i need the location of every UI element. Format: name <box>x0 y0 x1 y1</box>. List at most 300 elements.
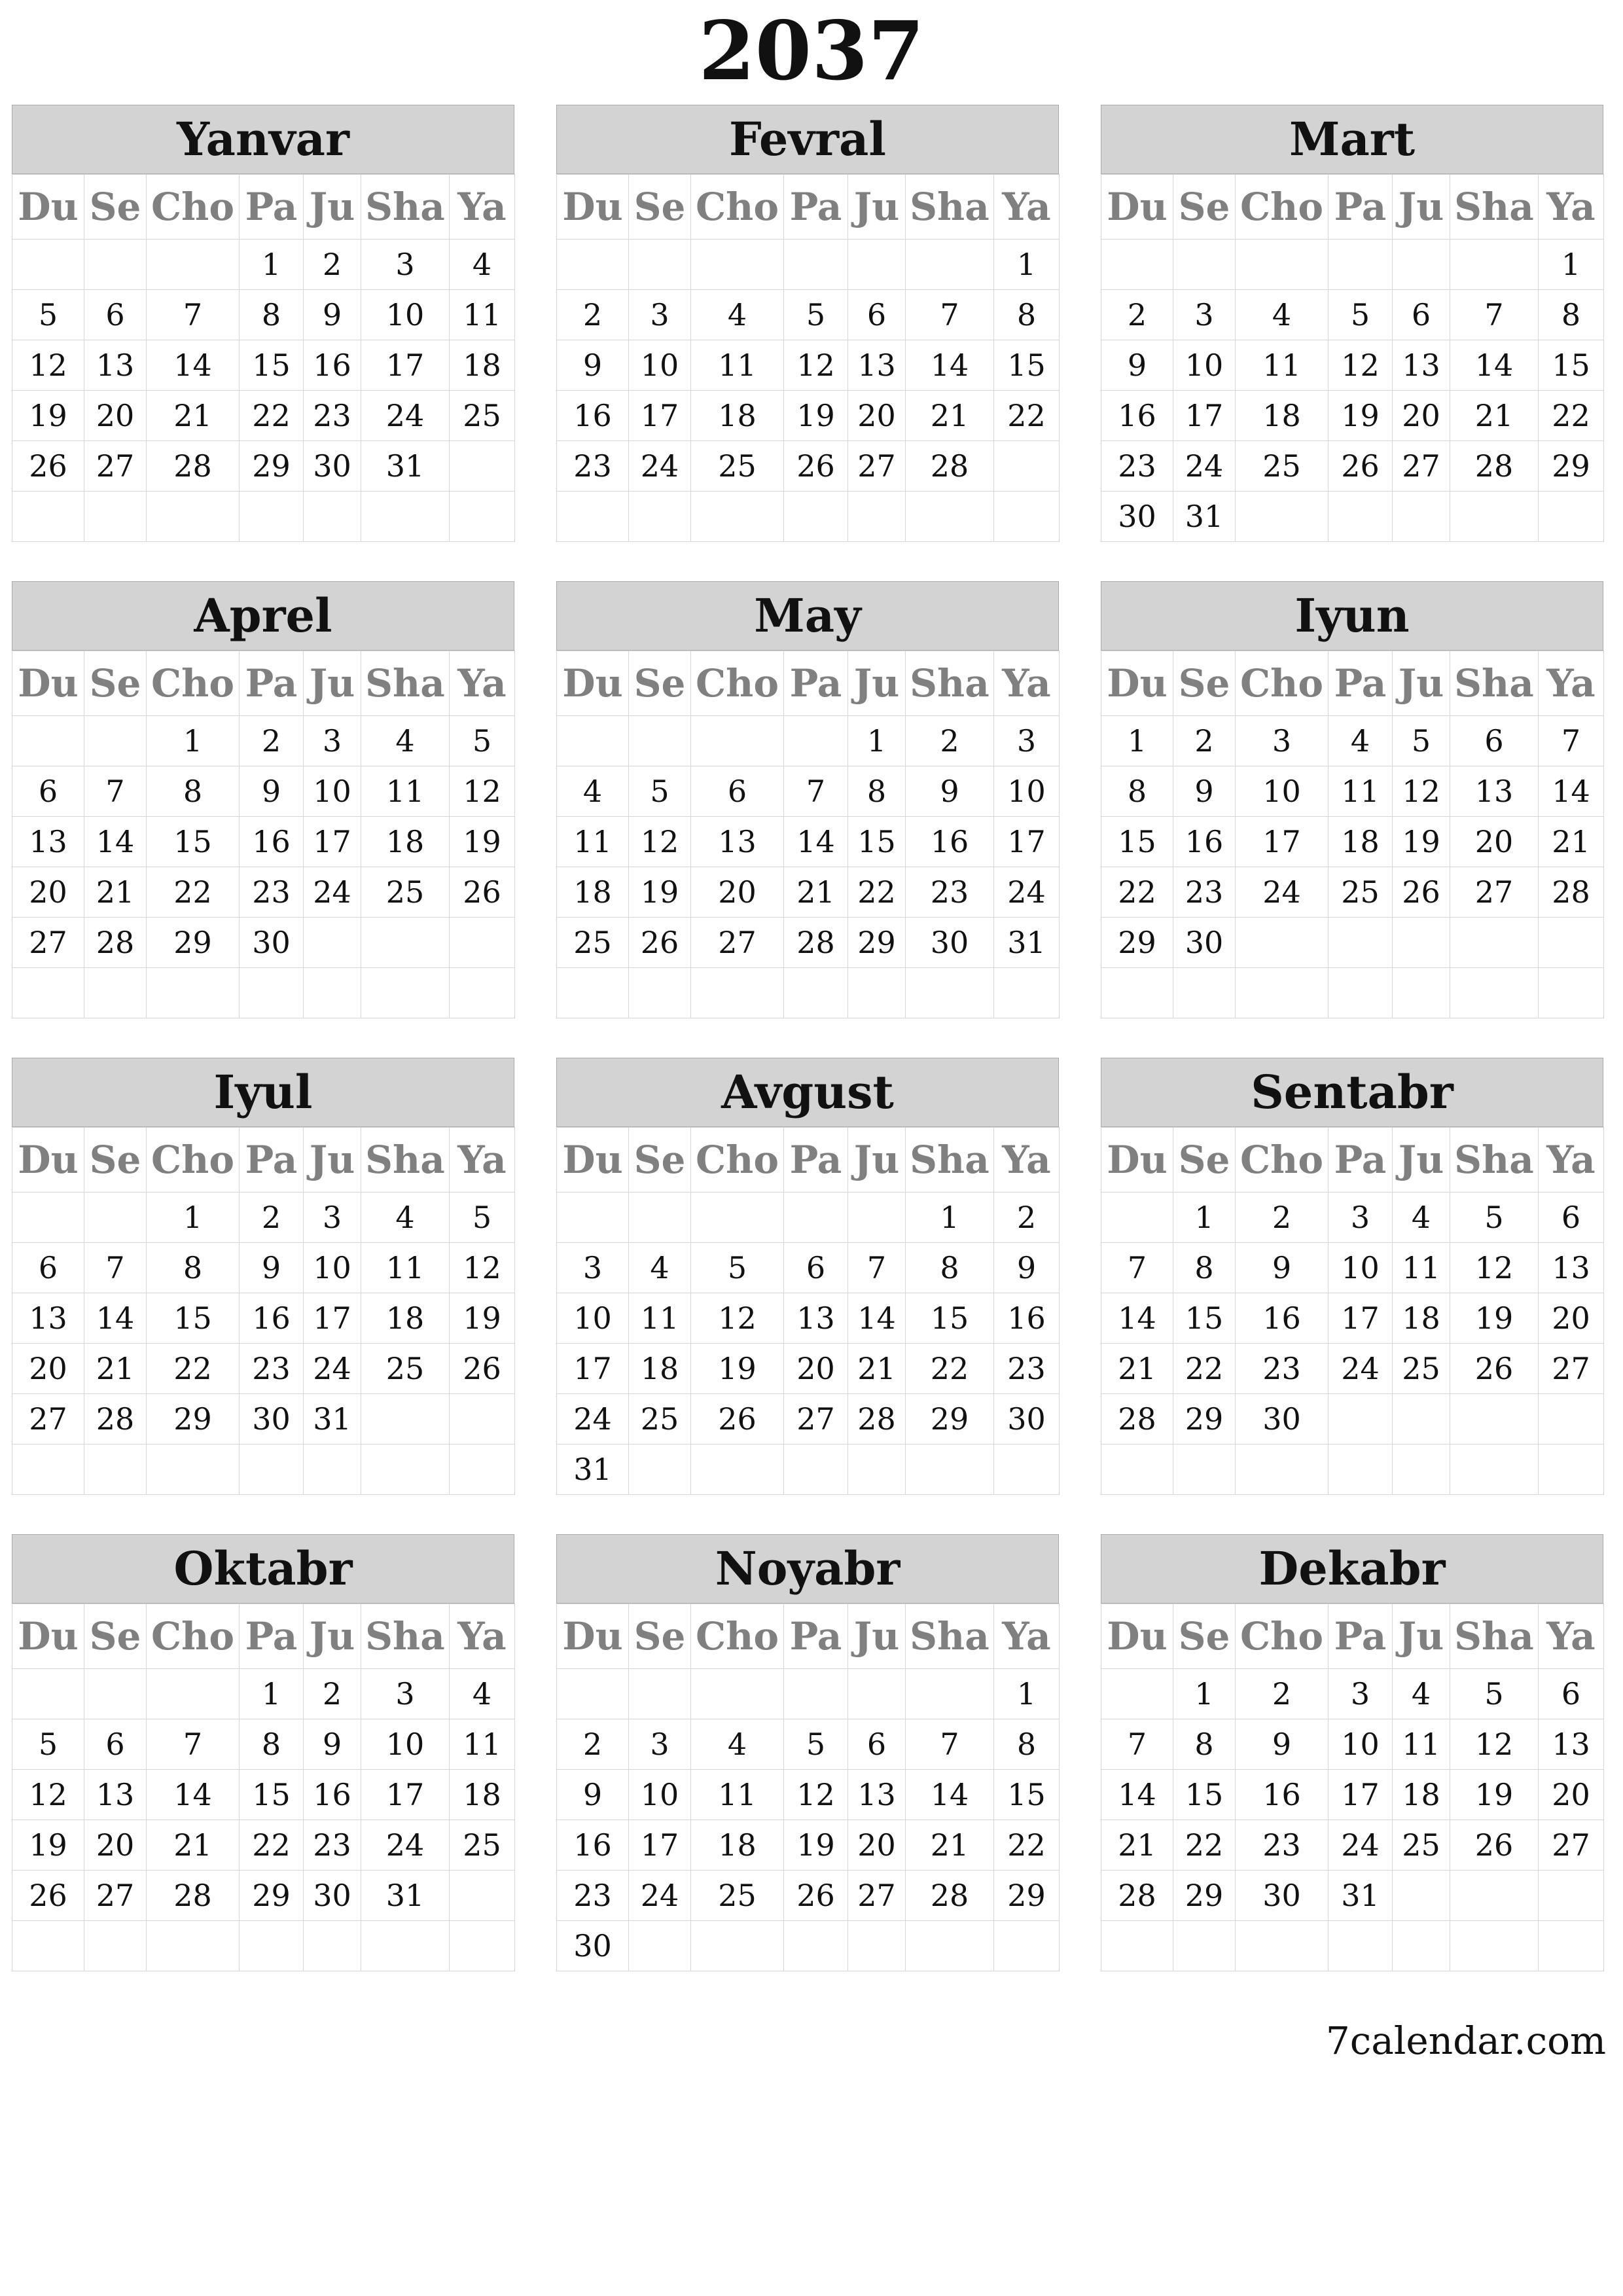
day-cell: 26 <box>1450 1344 1539 1394</box>
week-row <box>12 968 515 1018</box>
day-cell: 20 <box>848 391 906 441</box>
day-cell: 5 <box>1329 290 1393 340</box>
day-cell <box>1329 1394 1393 1444</box>
weekday-label: Du <box>12 1604 84 1669</box>
weekday-label: Cho <box>1236 175 1329 240</box>
day-cell: 20 <box>12 867 84 918</box>
day-cell <box>784 492 848 542</box>
day-cell: 28 <box>1101 1871 1173 1921</box>
day-cell: 29 <box>147 1394 240 1444</box>
day-cell: 8 <box>994 1719 1060 1770</box>
day-cell: 14 <box>1539 766 1604 817</box>
day-cell: 20 <box>12 1344 84 1394</box>
day-cell: 4 <box>1393 1669 1450 1719</box>
day-cell: 6 <box>848 290 906 340</box>
day-cell: 26 <box>784 441 848 492</box>
day-cell: 16 <box>994 1293 1060 1344</box>
week-row <box>12 1394 515 1444</box>
day-cell: 17 <box>1173 391 1236 441</box>
day-cell: 12 <box>1329 340 1393 391</box>
day-cell: 25 <box>691 1871 784 1921</box>
weekday-header-row <box>12 1128 515 1193</box>
day-cell: 24 <box>1329 1344 1393 1394</box>
day-cell <box>1329 968 1393 1018</box>
day-cell: 3 <box>1173 290 1236 340</box>
day-cell: 31 <box>361 1871 450 1921</box>
weekday-label: Ya <box>1539 651 1604 716</box>
day-cell: 11 <box>629 1293 691 1344</box>
day-cell: 6 <box>1539 1193 1604 1243</box>
week-row <box>1101 1921 1604 1971</box>
weekday-label: Du <box>557 175 629 240</box>
week-row <box>12 1193 515 1243</box>
day-cell: 22 <box>147 867 240 918</box>
month-name: Iyun <box>1101 581 1603 651</box>
day-cell: 25 <box>557 918 629 968</box>
weekday-label: Du <box>557 1128 629 1193</box>
day-cell <box>304 1921 361 1971</box>
day-cell <box>361 1394 450 1444</box>
day-cell: 19 <box>1450 1293 1539 1344</box>
day-cell <box>691 716 784 766</box>
day-cell: 14 <box>147 1770 240 1820</box>
day-cell: 25 <box>1393 1344 1450 1394</box>
day-cell: 2 <box>240 716 304 766</box>
day-cell: 9 <box>1173 766 1236 817</box>
weekday-label: Sha <box>906 1128 994 1193</box>
week-row <box>1101 1770 1604 1820</box>
weekday-label: Cho <box>691 175 784 240</box>
day-cell: 19 <box>1329 391 1393 441</box>
day-cell: 6 <box>84 290 147 340</box>
day-cell: 10 <box>1173 340 1236 391</box>
weekday-label: Pa <box>784 175 848 240</box>
day-cell: 19 <box>450 817 515 867</box>
week-row <box>557 1444 1060 1495</box>
day-cell <box>84 1669 147 1719</box>
day-cell: 10 <box>304 766 361 817</box>
day-cell: 5 <box>1450 1669 1539 1719</box>
day-cell: 30 <box>1236 1871 1329 1921</box>
weekday-label: Pa <box>784 651 848 716</box>
day-cell: 7 <box>848 1243 906 1293</box>
day-cell: 10 <box>1329 1243 1393 1293</box>
day-cell <box>450 968 515 1018</box>
day-cell <box>1393 1871 1450 1921</box>
day-cell: 10 <box>629 1770 691 1820</box>
day-cell: 16 <box>906 817 994 867</box>
day-cell: 17 <box>361 340 450 391</box>
day-cell: 20 <box>784 1344 848 1394</box>
weekday-label: Ju <box>304 175 361 240</box>
month-aprel <box>12 581 514 1020</box>
day-cell: 7 <box>147 1719 240 1770</box>
day-cell: 25 <box>1236 441 1329 492</box>
day-cell <box>12 716 84 766</box>
day-cell <box>557 240 629 290</box>
month-name: Aprel <box>12 581 514 651</box>
week-row <box>1101 290 1604 340</box>
week-row <box>557 391 1060 441</box>
day-cell <box>994 968 1060 1018</box>
day-cell: 18 <box>1393 1293 1450 1344</box>
day-cell: 15 <box>147 817 240 867</box>
day-cell <box>1450 918 1539 968</box>
week-row <box>557 716 1060 766</box>
day-cell: 23 <box>240 867 304 918</box>
day-cell: 24 <box>557 1394 629 1444</box>
week-row <box>12 441 515 492</box>
month-name: Fevral <box>556 105 1059 174</box>
day-cell <box>1450 1444 1539 1495</box>
day-cell: 2 <box>304 1669 361 1719</box>
week-row <box>1101 1243 1604 1293</box>
day-cell: 17 <box>629 391 691 441</box>
day-cell: 22 <box>1173 1344 1236 1394</box>
day-cell: 16 <box>1101 391 1173 441</box>
day-cell <box>1450 240 1539 290</box>
day-cell: 18 <box>450 340 515 391</box>
weekday-label: Cho <box>691 1128 784 1193</box>
day-cell <box>629 968 691 1018</box>
weekday-label: Sha <box>1450 1604 1539 1669</box>
day-cell: 27 <box>12 918 84 968</box>
day-cell: 17 <box>304 817 361 867</box>
day-cell: 16 <box>304 1770 361 1820</box>
weekday-label: Ya <box>994 1128 1060 1193</box>
weekday-label: Sha <box>361 175 450 240</box>
day-cell: 27 <box>691 918 784 968</box>
month-days-table <box>1101 651 1604 1018</box>
day-cell <box>1329 918 1393 968</box>
month-iyun <box>1101 581 1603 1020</box>
week-row <box>1101 766 1604 817</box>
week-row <box>12 1871 515 1921</box>
day-cell <box>994 492 1060 542</box>
month-days-table <box>12 651 515 1018</box>
day-cell: 18 <box>691 1820 784 1871</box>
day-cell: 24 <box>304 1344 361 1394</box>
weekday-label: Ju <box>848 175 906 240</box>
day-cell <box>1393 1444 1450 1495</box>
day-cell: 7 <box>84 766 147 817</box>
day-cell <box>450 492 515 542</box>
month-name: Mart <box>1101 105 1603 174</box>
day-cell: 9 <box>906 766 994 817</box>
day-cell: 6 <box>1393 290 1450 340</box>
weekday-label: Ju <box>848 651 906 716</box>
week-row <box>12 1820 515 1871</box>
day-cell <box>994 1921 1060 1971</box>
week-row <box>12 817 515 867</box>
day-cell: 24 <box>1329 1820 1393 1871</box>
day-cell: 21 <box>84 867 147 918</box>
weekday-label: Du <box>12 175 84 240</box>
day-cell <box>784 1444 848 1495</box>
day-cell: 22 <box>147 1344 240 1394</box>
day-cell: 19 <box>12 391 84 441</box>
day-cell <box>240 492 304 542</box>
day-cell <box>1236 918 1329 968</box>
day-cell: 25 <box>629 1394 691 1444</box>
day-cell: 20 <box>1393 391 1450 441</box>
day-cell: 15 <box>848 817 906 867</box>
day-cell <box>848 240 906 290</box>
day-cell: 13 <box>1450 766 1539 817</box>
day-cell: 13 <box>12 1293 84 1344</box>
month-may <box>556 581 1059 1020</box>
day-cell: 27 <box>848 1871 906 1921</box>
day-cell: 29 <box>240 441 304 492</box>
month-days-table <box>1101 1127 1604 1495</box>
day-cell <box>1539 968 1604 1018</box>
day-cell <box>1539 1871 1604 1921</box>
week-row <box>1101 817 1604 867</box>
day-cell: 17 <box>994 817 1060 867</box>
day-cell <box>147 968 240 1018</box>
day-cell <box>848 1193 906 1243</box>
day-cell <box>848 1921 906 1971</box>
day-cell <box>361 968 450 1018</box>
weekday-label: Ju <box>1393 651 1450 716</box>
week-row <box>12 1921 515 1971</box>
weekday-label: Ya <box>994 1604 1060 1669</box>
day-cell: 27 <box>848 441 906 492</box>
day-cell: 4 <box>1329 716 1393 766</box>
day-cell: 8 <box>1173 1243 1236 1293</box>
day-cell: 1 <box>240 240 304 290</box>
day-cell: 7 <box>147 290 240 340</box>
day-cell: 11 <box>1393 1243 1450 1293</box>
day-cell: 4 <box>450 1669 515 1719</box>
day-cell: 16 <box>1236 1770 1329 1820</box>
day-cell: 3 <box>304 1193 361 1243</box>
day-cell <box>1173 1921 1236 1971</box>
day-cell: 14 <box>84 1293 147 1344</box>
day-cell: 16 <box>240 1293 304 1344</box>
day-cell: 23 <box>1236 1344 1329 1394</box>
day-cell: 11 <box>450 1719 515 1770</box>
day-cell: 22 <box>240 391 304 441</box>
weekday-label: Cho <box>691 651 784 716</box>
day-cell: 20 <box>84 1820 147 1871</box>
day-cell: 27 <box>1539 1344 1604 1394</box>
day-cell: 19 <box>1393 817 1450 867</box>
day-cell <box>1329 1921 1393 1971</box>
week-row <box>557 1394 1060 1444</box>
week-row <box>557 918 1060 968</box>
weekday-label: Sha <box>361 651 450 716</box>
day-cell: 19 <box>784 1820 848 1871</box>
day-cell: 28 <box>84 918 147 968</box>
day-cell: 29 <box>1173 1871 1236 1921</box>
day-cell: 26 <box>1450 1820 1539 1871</box>
day-cell <box>1236 1444 1329 1495</box>
day-cell: 25 <box>361 867 450 918</box>
day-cell: 12 <box>12 1770 84 1820</box>
month-avgust <box>556 1058 1059 1497</box>
day-cell: 30 <box>240 918 304 968</box>
month-dekabr <box>1101 1534 1603 1973</box>
day-cell: 3 <box>1329 1669 1393 1719</box>
day-cell: 21 <box>784 867 848 918</box>
month-days-table <box>12 1127 515 1495</box>
weekday-label: Cho <box>1236 651 1329 716</box>
day-cell <box>147 1669 240 1719</box>
day-cell: 14 <box>906 1770 994 1820</box>
week-row <box>557 1770 1060 1820</box>
day-cell <box>1329 240 1393 290</box>
day-cell: 2 <box>557 1719 629 1770</box>
weekday-label: Ya <box>1539 175 1604 240</box>
day-cell: 26 <box>629 918 691 968</box>
day-cell: 23 <box>1101 441 1173 492</box>
week-row <box>12 391 515 441</box>
day-cell: 5 <box>12 290 84 340</box>
week-row <box>557 1193 1060 1243</box>
weekday-label: Pa <box>784 1128 848 1193</box>
day-cell: 20 <box>691 867 784 918</box>
week-row <box>1101 1444 1604 1495</box>
weekday-label: Ya <box>450 651 515 716</box>
weekday-label: Se <box>629 1128 691 1193</box>
day-cell <box>1539 1921 1604 1971</box>
week-row <box>557 1820 1060 1871</box>
day-cell: 24 <box>304 867 361 918</box>
day-cell: 28 <box>1450 441 1539 492</box>
day-cell <box>557 1193 629 1243</box>
week-row <box>12 1344 515 1394</box>
day-cell: 8 <box>1539 290 1604 340</box>
weekday-label: Du <box>1101 651 1173 716</box>
day-cell: 18 <box>361 817 450 867</box>
day-cell: 12 <box>12 340 84 391</box>
day-cell: 14 <box>784 817 848 867</box>
day-cell: 11 <box>1393 1719 1450 1770</box>
week-row <box>557 817 1060 867</box>
day-cell: 1 <box>994 1669 1060 1719</box>
day-cell: 29 <box>906 1394 994 1444</box>
day-cell: 28 <box>1539 867 1604 918</box>
day-cell <box>784 1193 848 1243</box>
day-cell: 22 <box>848 867 906 918</box>
day-cell: 29 <box>147 918 240 968</box>
weekday-label: Ya <box>450 1128 515 1193</box>
month-days-table <box>12 1604 515 1971</box>
weekday-label: Du <box>12 651 84 716</box>
day-cell: 25 <box>450 391 515 441</box>
weekday-label: Sha <box>906 651 994 716</box>
week-row <box>1101 240 1604 290</box>
day-cell <box>629 1193 691 1243</box>
day-cell: 3 <box>629 290 691 340</box>
day-cell: 26 <box>450 1344 515 1394</box>
day-cell <box>361 918 450 968</box>
day-cell <box>691 1444 784 1495</box>
day-cell <box>1236 240 1329 290</box>
day-cell: 29 <box>240 1871 304 1921</box>
day-cell: 8 <box>994 290 1060 340</box>
day-cell: 23 <box>304 1820 361 1871</box>
month-name: Dekabr <box>1101 1534 1603 1604</box>
day-cell <box>1329 1444 1393 1495</box>
day-cell <box>1101 968 1173 1018</box>
day-cell: 26 <box>1329 441 1393 492</box>
weekday-label: Pa <box>1329 175 1393 240</box>
day-cell <box>906 1921 994 1971</box>
day-cell: 26 <box>12 441 84 492</box>
weekday-label: Ju <box>848 1128 906 1193</box>
weekday-label: Sha <box>361 1604 450 1669</box>
day-cell <box>361 492 450 542</box>
day-cell: 21 <box>147 1820 240 1871</box>
day-cell: 22 <box>994 1820 1060 1871</box>
year-title: 2037 <box>698 4 925 99</box>
day-cell: 4 <box>691 1719 784 1770</box>
day-cell <box>147 1921 240 1971</box>
day-cell: 18 <box>691 391 784 441</box>
week-row <box>1101 1669 1604 1719</box>
day-cell: 25 <box>1393 1820 1450 1871</box>
day-cell: 29 <box>1173 1394 1236 1444</box>
day-cell: 3 <box>629 1719 691 1770</box>
day-cell <box>1173 1444 1236 1495</box>
day-cell: 31 <box>557 1444 629 1495</box>
day-cell: 12 <box>450 1243 515 1293</box>
day-cell: 15 <box>1173 1770 1236 1820</box>
week-row <box>12 716 515 766</box>
day-cell: 9 <box>304 1719 361 1770</box>
day-cell: 3 <box>361 1669 450 1719</box>
weekday-label: Ya <box>1539 1128 1604 1193</box>
day-cell: 18 <box>557 867 629 918</box>
day-cell: 9 <box>557 340 629 391</box>
day-cell: 4 <box>629 1243 691 1293</box>
weekday-label: Se <box>84 175 147 240</box>
month-name: Iyul <box>12 1058 514 1127</box>
weekday-label: Cho <box>147 1128 240 1193</box>
day-cell: 12 <box>691 1293 784 1344</box>
day-cell <box>1236 968 1329 1018</box>
day-cell: 13 <box>84 340 147 391</box>
day-cell <box>1450 968 1539 1018</box>
day-cell: 10 <box>994 766 1060 817</box>
day-cell <box>1393 1394 1450 1444</box>
day-cell <box>147 1444 240 1495</box>
months-grid <box>12 105 1603 1973</box>
day-cell: 19 <box>1450 1770 1539 1820</box>
weekday-label: Se <box>629 1604 691 1669</box>
weekday-label: Ya <box>994 651 1060 716</box>
day-cell: 30 <box>906 918 994 968</box>
day-cell: 12 <box>784 1770 848 1820</box>
day-cell <box>784 716 848 766</box>
weekday-header-row <box>1101 175 1604 240</box>
day-cell: 16 <box>557 1820 629 1871</box>
week-row <box>1101 391 1604 441</box>
day-cell: 14 <box>84 817 147 867</box>
weekday-label: Sha <box>361 1128 450 1193</box>
day-cell: 28 <box>1101 1394 1173 1444</box>
week-row <box>557 1921 1060 1971</box>
day-cell <box>240 1921 304 1971</box>
day-cell: 23 <box>557 1871 629 1921</box>
day-cell: 24 <box>361 1820 450 1871</box>
weekday-label: Se <box>84 651 147 716</box>
month-days-table <box>556 174 1060 542</box>
day-cell: 16 <box>1173 817 1236 867</box>
day-cell: 30 <box>240 1394 304 1444</box>
